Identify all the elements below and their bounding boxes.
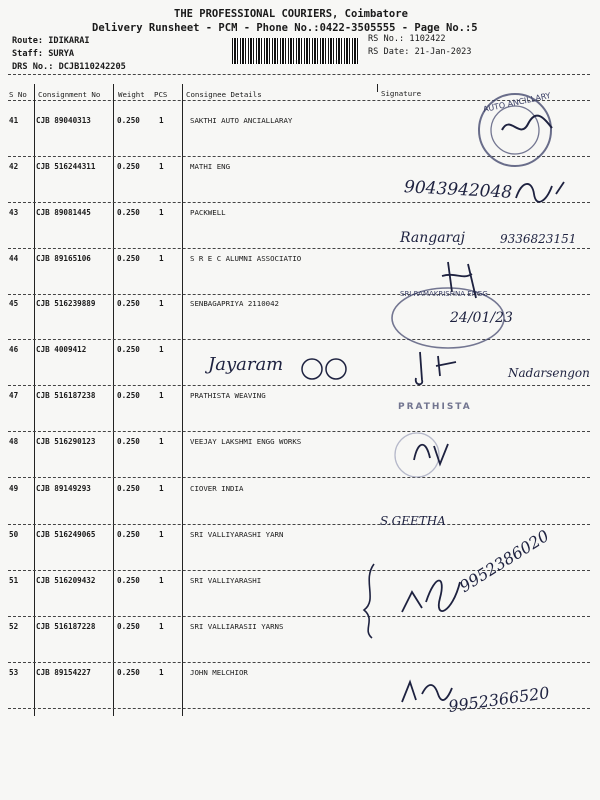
drs-number: DRS No.: DCJB110242205 [12,62,126,72]
signature-53 [398,676,454,706]
row-consignee: SAKTHI AUTO ANCIALLARAY [190,116,293,125]
barcode [232,38,360,64]
row-consignee: VEEJAY LAKSHMI ENGG WORKS [190,437,302,446]
row-weight: 0.250 [117,668,140,677]
col-weight: Weight [118,90,145,99]
phone-53: 9952366520 [447,683,551,716]
row-pcs: 1 [159,437,164,446]
row-consignee: SRI VALLIYARASHI [190,576,262,585]
row-consignment-no: CJB 89149293 [36,484,91,493]
signature-51 [396,562,466,622]
row-weight: 0.250 [117,162,140,171]
row-consignee: SRI VALLIARASII YARNS [190,622,284,631]
name-50: S.GEETHA [380,514,446,528]
row-weight: 0.250 [117,116,140,125]
runsheet-title: Delivery Runsheet - PCM - Phone No.:0422-3505555 - Page No.:5 [92,22,478,34]
row-consignment-no: CJB 89165106 [36,254,91,263]
row-rule [8,431,590,432]
row-consignee: PRATHISTA WEAVING [190,391,266,400]
row-sno: 45 [9,299,19,308]
row-consignment-no: CJB 516187238 [36,391,96,400]
row-consignee: PACKWELL [190,208,226,217]
row-pcs: 1 [159,299,164,308]
row-pcs: 1 [159,576,164,585]
row-weight: 0.250 [117,345,140,354]
row-sno: 50 [9,530,19,539]
row-sno: 53 [9,668,19,677]
col-sno: S No [9,90,27,99]
vline-3 [182,84,183,716]
signature-44 [432,258,492,306]
row-consignment-no: CJB 516290123 [36,437,96,446]
bracket-51 [356,560,386,640]
vline-1 [34,84,35,716]
stamp-prathista: PRATHISTA [398,402,472,412]
row-sno: 49 [9,484,19,493]
col-signature: Signature [381,89,422,98]
company-title: THE PROFESSIONAL COURIERS, Coimbatore [174,8,408,20]
rs-number: RS No.: 1102422 [368,34,446,44]
phone-42: 9043942048 [403,177,513,203]
row-consignment-no: CJB 516244311 [36,162,96,171]
row-consignee: S R E C ALUMNI ASSOCIATIO [190,254,302,263]
row-consignment-no: CJB 516249065 [36,530,96,539]
name-43: Rangaraj [400,230,465,246]
row-consignee: CIOVER INDIA [190,484,244,493]
name-46b: Nadarsengon [508,366,590,380]
row-consignee: JOHN MELCHIOR [190,668,248,677]
row-pcs: 1 [159,345,164,354]
row-rule [8,385,590,386]
col-consignee: Consignee Details [186,90,262,99]
row-rule [8,616,590,617]
header-top-rule [8,74,590,75]
row-consignment-no: CJB 89154227 [36,668,91,677]
row-rule [8,662,590,663]
row-consignment-no: CJB 516209432 [36,576,96,585]
name-46: Jayaram [208,354,284,375]
vline-4 [377,84,378,92]
row-consignment-no: CJB 89081445 [36,208,91,217]
row-sno: 51 [9,576,19,585]
vline-2 [113,84,114,716]
row-sno: 42 [9,162,19,171]
signature-41 [498,112,558,142]
row-rule [8,524,590,525]
staff-label: Staff: SURYA [12,49,75,59]
row-sno: 47 [9,391,19,400]
row-consignment-no: CJB 89040313 [36,116,91,125]
date-45: 24/01/23 [450,310,513,326]
row-pcs: 1 [159,116,164,125]
row-weight: 0.250 [117,391,140,400]
phone-51: 9952386020 [456,526,553,597]
row-pcs: 1 [159,254,164,263]
row-sno: 41 [9,116,19,125]
row-weight: 0.250 [117,576,140,585]
col-consignment: Consignment No [38,90,101,99]
row-consignee: MATHI ENG [190,162,231,171]
row-pcs: 1 [159,622,164,631]
row-pcs: 1 [159,208,164,217]
stamp-45-text: SRI RAMAKRISHNA ENGG [400,290,488,298]
stamp-41-text: AUTO ANCILLARY [482,90,552,115]
initials-46 [300,356,350,382]
signature-46 [410,346,470,390]
row-weight: 0.250 [117,437,140,446]
row-weight: 0.250 [117,208,140,217]
row-rule [8,477,590,478]
row-consignee: SRI VALLIYARASHI YARN [190,530,284,539]
signature-48 [408,434,458,470]
phone-43: 9336823151 [500,232,577,246]
row-pcs: 1 [159,530,164,539]
row-pcs: 1 [159,668,164,677]
row-sno: 48 [9,437,19,446]
row-sno: 52 [9,622,19,631]
row-consignment-no: CJB 516239889 [36,299,96,308]
row-sno: 46 [9,345,19,354]
row-consignee: SENBAGAPRIYA 2110042 [190,299,279,308]
row-rule [8,248,590,249]
row-weight: 0.250 [117,530,140,539]
row-sno: 43 [9,208,19,217]
rs-date: RS Date: 21-Jan-2023 [368,47,472,57]
row-pcs: 1 [159,484,164,493]
row-weight: 0.250 [117,299,140,308]
row-weight: 0.250 [117,622,140,631]
signature-42 [512,176,572,206]
row-pcs: 1 [159,391,164,400]
row-consignment-no: CJB 516187228 [36,622,96,631]
row-weight: 0.250 [117,484,140,493]
col-pcs: PCS [154,90,168,99]
row-consignment-no: CJB 4009412 [36,345,87,354]
row-pcs: 1 [159,162,164,171]
row-weight: 0.250 [117,254,140,263]
route-label: Route: IDIKARAI [12,36,90,46]
row-sno: 44 [9,254,19,263]
